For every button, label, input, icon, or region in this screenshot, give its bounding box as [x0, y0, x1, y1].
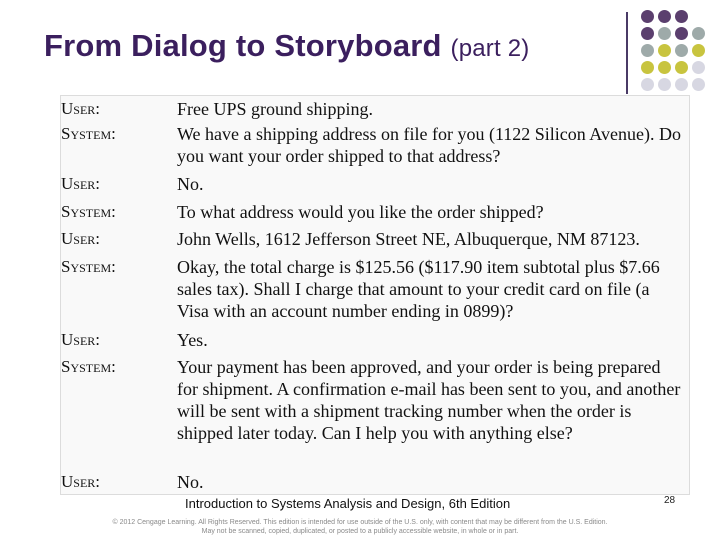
- decorative-dot: [641, 27, 654, 40]
- dialog-text: We have a shipping address on file for you (1122 Silicon Avenue). Do you want your order shipped to that address?: [177, 124, 681, 166]
- decorative-dot: [658, 78, 671, 91]
- dialog-text: Yes.: [177, 330, 208, 350]
- decorative-dot: [692, 78, 705, 91]
- decorative-dot: [675, 10, 688, 23]
- dialog-speaker: User:: [61, 174, 101, 193]
- dialog-speaker: User:: [61, 99, 101, 118]
- copyright-notice: [0, 518, 720, 536]
- decorative-dot: [675, 44, 688, 57]
- slide-title-main: From Dialog to Storyboard: [44, 28, 442, 63]
- dialog-text: No.: [177, 472, 204, 492]
- slide-title: [44, 28, 529, 64]
- decorative-dot: [658, 61, 671, 74]
- decorative-dot: [641, 10, 654, 23]
- copyright-line: © 2012 Cengage Learning. All Rights Reserved. This edition is intended for use outside of the U.S. only, with content that may be different from the U.S. Edition.: [112, 519, 608, 526]
- decorative-dot: [692, 61, 705, 74]
- decorative-dot: [641, 61, 654, 74]
- dialog-text: John Wells, 1612 Jefferson Street NE, Albuquerque, NM 87123.: [177, 229, 640, 249]
- dialog-text: To what address would you like the order shipped?: [177, 202, 544, 222]
- decorative-dot: [641, 44, 654, 57]
- dialog-speaker: User:: [61, 330, 101, 349]
- decorative-dot: [675, 27, 688, 40]
- dialog-image: [60, 95, 690, 495]
- decorative-dot-grid: [641, 10, 720, 100]
- dialog-text: Okay, the total charge is $125.56 ($117.90 item subtotal plus $7.66 sales tax). Shall I charge that amount to your credit card on file (a Visa with an account number ending in 0899)?: [177, 257, 660, 321]
- slide-title-sub: (part 2): [450, 35, 530, 62]
- decorative-dot: [641, 78, 654, 91]
- copyright-line: May not be scanned, copied, duplicated, or posted to a publicly accessible website, in whole or in part.: [201, 528, 519, 535]
- dialog-speaker: User:: [61, 472, 101, 491]
- decorative-dot: [675, 61, 688, 74]
- dialog-speaker: System:: [61, 257, 116, 276]
- dialog-speaker: System:: [61, 202, 116, 221]
- decorative-dot: [675, 78, 688, 91]
- dialog-text: Free UPS ground shipping.: [177, 99, 374, 119]
- dialog-text: No.: [177, 174, 204, 194]
- decorative-dot: [658, 44, 671, 57]
- dialog-text: Your payment has been approved, and your order is being prepared for shipment. A confirmation e-mail has been sent to you, and another will be sent with a shipment tracking number when the order is shipped later today. Can I help you with anything else?: [177, 357, 681, 443]
- dialog-speaker: System:: [61, 124, 116, 143]
- title-divider: [626, 12, 628, 94]
- decorative-dot: [692, 27, 705, 40]
- decorative-dot: [658, 10, 671, 23]
- decorative-dot: [658, 27, 671, 40]
- page-number: 28: [664, 495, 676, 506]
- dialog-speaker: System:: [61, 357, 116, 376]
- decorative-dot: [692, 44, 705, 57]
- footer-caption: Introduction to Systems Analysis and Design, 6th Edition: [185, 496, 511, 511]
- dialog-speaker: User:: [61, 229, 101, 248]
